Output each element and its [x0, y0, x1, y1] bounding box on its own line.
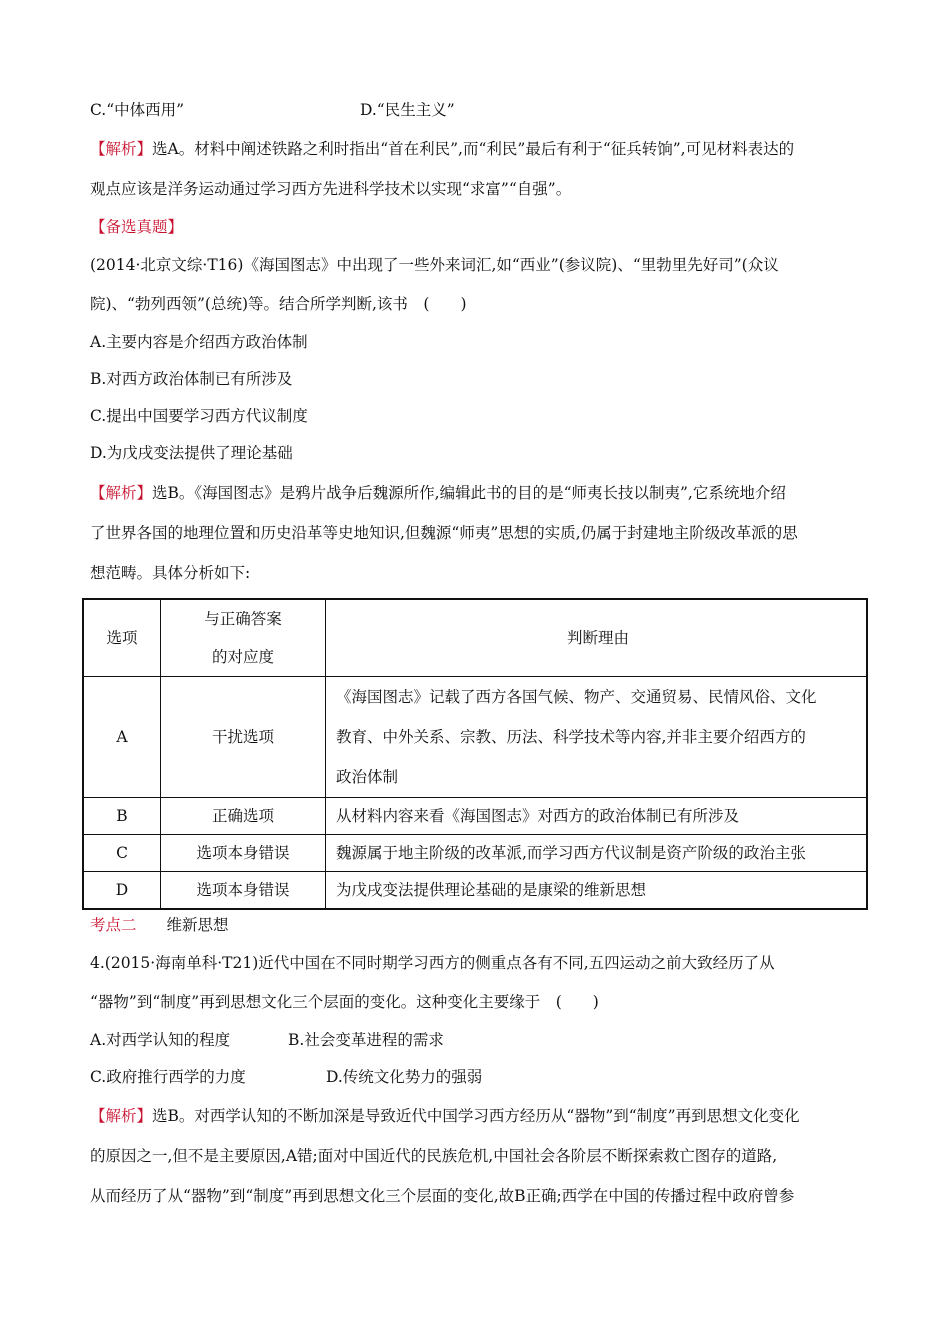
analysis-label: 【解析】 [90, 140, 153, 158]
row-match: 干扰选项 [161, 677, 326, 798]
header-match [161, 599, 326, 677]
backup-stem-line-1: (2014·北京文综·T16)《海国图志》中出现了一些外来词汇,如“西业”(参议院)、“里勃里先好司”(众议 [90, 256, 779, 274]
q4-options-cd [90, 1066, 870, 1088]
row-match: 选项本身错误 [161, 835, 326, 872]
row-reason: 为戊戌变法提供理论基础的是康梁的维新思想 [326, 872, 868, 910]
q4-option-d: D.传统文化势力的强弱 [326, 1068, 483, 1086]
row-match: 正确选项 [161, 798, 326, 835]
header-reason: 判断理由 [326, 599, 868, 677]
q4-analysis-line-2: 的原因之一,但不是主要原因,A错;面对中国近代的民族危机,中国社会各阶层不断探索救亡图存的道路, [90, 1147, 778, 1165]
row-reason [326, 677, 868, 798]
analysis-text: 选B。《海国图志》是鸦片战争后魏源所作,编辑此书的目的是“师夷长技以制夷”,它系统地介绍 [152, 484, 786, 502]
row-reason-line: 《海国图志》记载了西方各国气候、物产、交通贸易、民情风俗、文化 [336, 688, 817, 706]
q4-analysis-line-3: 从而经历了从“器物”到“制度”再到思想文化三个层面的变化,故B正确;西学在中国的传播过程中政府曾参 [90, 1187, 795, 1205]
header-match-line-2: 的对应度 [211, 648, 274, 666]
backup-option-d: D.为戊戌变法提供了理论基础 [90, 444, 293, 462]
q4-option-c: C.政府推行西学的力度 [90, 1068, 246, 1086]
row-match: 选项本身错误 [161, 872, 326, 910]
backup-stem-line-2: 院)、“勃列西领”(总统)等。结合所学判断,该书 ( ) [90, 295, 467, 313]
analysis-text: 选A。材料中阐述铁路之利时指出“首在利民”,而“利民”最后有利于“征兵转饷”,可见材料表达的 [152, 140, 795, 158]
section-title: 维新思想 [166, 916, 229, 934]
q4-stem-line-1: 4.(2015·海南单科·T21)近代中国在不同时期学习西方的侧重点各有不同,五四运动之前大致经历了从 [90, 954, 775, 972]
prev-analysis-line-1 [90, 138, 794, 160]
q4-analysis-line-1 [90, 1105, 800, 1127]
row-reason: 魏源属于地主阶级的改革派,而学习西方代议制是资产阶级的政治主张 [326, 835, 868, 872]
analysis-text: 选B。对西学认知的不断加深是导致近代中国学习西方经历从“器物”到“制度”再到思想文化变化 [152, 1107, 800, 1125]
header-match-line-1: 与正确答案 [204, 610, 282, 628]
prev-analysis-line-2: 观点应该是洋务运动通过学习西方先进科学技术以实现“求富”“自强”。 [90, 180, 572, 198]
row-reason-line: 政治体制 [336, 768, 399, 786]
analysis-label: 【解析】 [90, 484, 153, 502]
table-row [83, 677, 867, 798]
row-option: C [83, 835, 161, 872]
backup-analysis-line-1 [90, 482, 786, 504]
table-row [83, 835, 867, 872]
backup-analysis-line-2: 了世界各国的地理位置和历史沿革等史地知识,但魏源“师夷”思想的实质,仍属于封建地主阶级改革派的思 [90, 524, 798, 542]
row-reason-line: 教育、中外关系、宗教、历法、科学技术等内容,并非主要介绍西方的 [336, 728, 806, 746]
backup-option-b: B.对西方政治体制已有所涉及 [90, 370, 293, 388]
row-option: B [83, 798, 161, 835]
section-heading [90, 914, 229, 936]
prev-question-options-cd [90, 99, 870, 121]
backup-option-c: C.提出中国要学习西方代议制度 [90, 407, 308, 425]
option-c: C.“中体西用” [90, 101, 185, 119]
table-row [83, 798, 867, 835]
q4-options-ab [90, 1029, 870, 1051]
q4-option-b: B.社会变革进程的需求 [288, 1031, 444, 1049]
row-reason: 从材料内容来看《海国图志》对西方的政治体制已有所涉及 [326, 798, 868, 835]
backup-option-a: A.主要内容是介绍西方政治体制 [90, 333, 308, 351]
option-d: D.“民生主义” [360, 101, 455, 119]
q4-option-a: A.对西学认知的程度 [90, 1031, 231, 1049]
analysis-table [82, 598, 868, 910]
row-option: D [83, 872, 161, 910]
table-row [83, 872, 867, 910]
analysis-label: 【解析】 [90, 1107, 153, 1125]
q4-stem-line-2: “器物”到“制度”再到思想文化三个层面的变化。这种变化主要缘于 ( ) [90, 993, 599, 1011]
section-label: 考点二 [90, 916, 137, 934]
header-option: 选项 [83, 599, 161, 677]
backup-analysis-line-3: 想范畴。具体分析如下: [90, 564, 251, 582]
row-option: A [83, 677, 161, 798]
backup-heading: 【备选真题】 [90, 218, 184, 236]
table-header-row [83, 599, 867, 677]
